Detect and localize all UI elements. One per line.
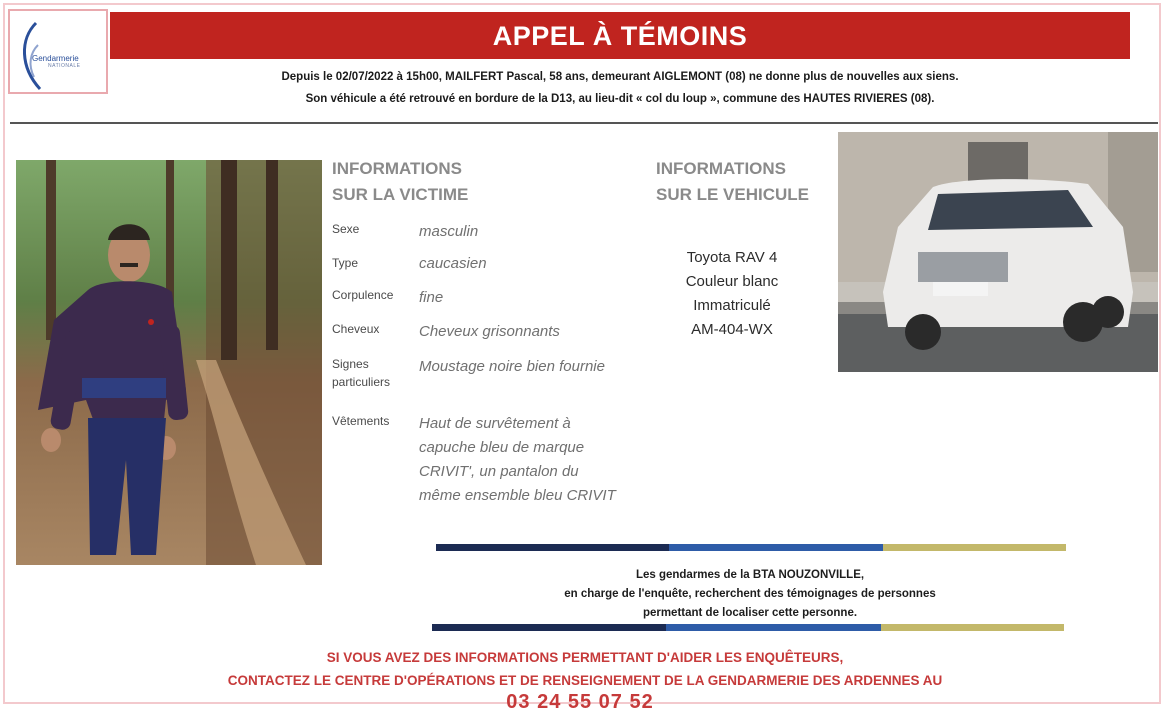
intro-line-2: Son véhicule a été retrouvé en bordure de la D13, au lieu-dit « col du loup », commune des HAUTES RIVIERES (08). bbox=[305, 93, 935, 105]
vehicle-color: Couleur blanc bbox=[685, 273, 779, 290]
vehicle-photo bbox=[838, 132, 1158, 372]
field-value-cheveux: Cheveux grisonnants bbox=[419, 323, 560, 340]
victim-photo bbox=[16, 160, 322, 565]
color-bar-top bbox=[436, 544, 1066, 551]
gendarmerie-logo bbox=[8, 9, 108, 94]
field-value-sexe: masculin bbox=[419, 223, 479, 240]
field-label-signes bbox=[332, 355, 390, 391]
victim-title-line-2: SUR LA VICTIME bbox=[332, 185, 469, 204]
bar-segment-gold bbox=[881, 624, 1064, 631]
vehicle-plate: AM-404-WX bbox=[691, 321, 773, 338]
field-label-cheveux: Cheveux bbox=[332, 322, 380, 336]
field-label-sexe: Sexe bbox=[332, 222, 360, 236]
gendarmes-notice bbox=[430, 566, 1070, 623]
field-label-type: Type bbox=[332, 256, 359, 270]
gendarmes-line-2: en charge de l'enquête, recherchent des témoignages de personnes bbox=[564, 588, 936, 600]
field-label-vetements: Vêtements bbox=[332, 414, 390, 428]
bar-segment-blue bbox=[666, 624, 881, 631]
field-value-vetements: Haut de survêtement à capuche bleu de marque CRIVIT', un pantalon du même ensemble bleu CRIVIT bbox=[419, 415, 616, 504]
logo-subtext: NATIONALE bbox=[48, 63, 81, 69]
vehicle-details bbox=[652, 246, 812, 342]
bar-segment-navy bbox=[436, 544, 669, 551]
bar-segment-navy bbox=[432, 624, 666, 631]
contact-line-2: CONTACTEZ LE CENTRE D'OPÉRATIONS ET DE RENSEIGNEMENT DE LA GENDARMERIE DES ARDENNES AU bbox=[227, 673, 943, 688]
gendarmes-line-3: permettant de localiser cette personne. bbox=[642, 607, 858, 619]
gendarmes-line-1: Les gendarmes de la BTA NOUZONVILLE, bbox=[635, 569, 865, 581]
intro-line-1: Depuis le 02/07/2022 à 15h00, MAILFERT Pascal, 58 ans, demeurant AIGLEMONT (08) ne donne plus de nouvelles aux siens. bbox=[281, 71, 959, 83]
field-value-type: caucasien bbox=[419, 255, 487, 272]
field-label-signes-line-2: particuliers bbox=[332, 375, 391, 389]
contact-call-to-action bbox=[100, 646, 1070, 692]
victim-title-line-1: INFORMATIONS bbox=[332, 159, 463, 178]
logo-text: Gendarmerie bbox=[32, 54, 79, 63]
victim-section-title bbox=[332, 156, 468, 208]
field-value-corpulence: fine bbox=[419, 289, 444, 306]
divider bbox=[10, 122, 1158, 124]
intro-text bbox=[110, 66, 1130, 110]
page-title: APPEL À TÉMOINS bbox=[110, 12, 1130, 59]
field-label-corpulence: Corpulence bbox=[332, 288, 394, 302]
field-label-signes-line-1: Signes bbox=[332, 357, 369, 371]
vehicle-registered: Immatriculé bbox=[693, 297, 771, 314]
bar-segment-gold bbox=[883, 544, 1066, 551]
vehicle-section-title bbox=[656, 156, 809, 208]
color-bar-bottom bbox=[432, 624, 1064, 631]
vehicle-model: Toyota RAV 4 bbox=[686, 249, 778, 266]
vehicle-title-line-2: SUR LE VEHICULE bbox=[656, 185, 810, 204]
field-value-signes: Moustage noire bien fournie bbox=[419, 358, 605, 375]
bar-segment-blue bbox=[669, 544, 883, 551]
contact-phone[interactable]: 03 24 55 07 52 bbox=[506, 691, 654, 713]
contact-line-1: SI VOUS AVEZ DES INFORMATIONS PERMETTANT D'AIDER LES ENQUÊTEURS, bbox=[326, 650, 844, 665]
vehicle-title-line-1: INFORMATIONS bbox=[656, 159, 787, 178]
